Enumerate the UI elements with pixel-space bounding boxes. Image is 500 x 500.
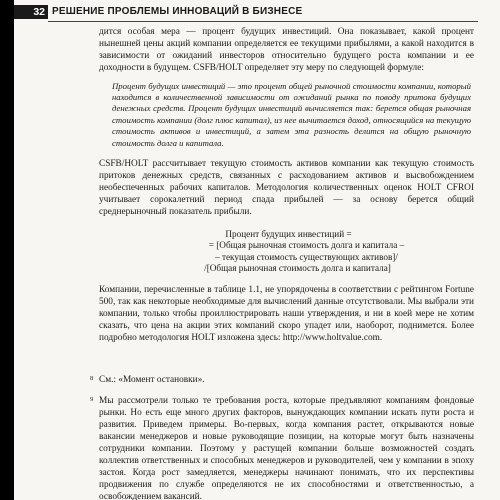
footnote-8	[90, 374, 474, 387]
footnote-text: См.: «Момент остановки».	[99, 374, 205, 385]
footnote-mark: 9	[90, 396, 94, 404]
formula-line-3: – текущая стоимость существующих активов]/	[215, 251, 398, 262]
footnote-9	[90, 396, 474, 500]
book-page	[14, 0, 500, 500]
formula-block	[99, 229, 474, 275]
header-rule	[48, 21, 478, 22]
page-content	[90, 27, 474, 500]
formula-line-4: /[Общая рыночная стоимость долга и капитала]	[204, 263, 391, 274]
paragraph-csfb-holt: CSFB/HOLT рассчитывает текущую стоимость активов компании как текущую стоимость притоков денежных средств, связанных с расходованием активов и высвобождением необеспеченных рабочих капиталов. Методология количественных оценок HOLT CFROI учитывает сорокалетний период спада прибылей — за основу берется общий среднерыночный показатель прибыли.	[99, 159, 474, 217]
paragraph-intro: дится особая мера — процент будущих инвестиций. Она показывает, какой процент нынешней цены акций компании определяется ее текущими прибылями, а какой находится в зависимости от ожиданий инвесторов относительно будущего роста компании и ее доходности в будущем. CSFB/HOLT определяет эту меру по следующей формуле:	[99, 27, 474, 73]
paragraph-companies: Компании, перечисленные в таблице 1.1, не упорядочены в соответствии с рейтингом Fortune 500, так как некоторые необходимые для вычислений данные отсутствовали. Мы выбрали эти компании, только чтобы проиллюстрировать наши утверждения, и ни в коей мере не хотим сказать, что цена на акции этих компаний скоро упадет или, наоборот, поднимется. Более подробно методология HOLT изложена здесь: http://www.holtvalue.com.	[99, 284, 474, 343]
footnote-mark: 8	[90, 374, 94, 382]
formula-line-2: = [Общая рыночная стоимость долга и капитала –	[208, 240, 405, 251]
running-header	[14, 0, 500, 26]
running-title: РЕШЕНИЕ ПРОБЛЕМЫ ИННОВАЦИЙ В БИЗНЕСЕ	[52, 6, 303, 17]
footnote-spacer	[99, 345, 474, 365]
footnote-text: Мы рассмотрели только те требования роста, которые предъявляют компаниям фондовые рынки. Но есть еще много других факторов, вынуждающих компании искать пути роста и развития. Приведем примеры. Во-первых, когда компания растет, открываются новые вакансии менеджеров и новые руководящие позиции, на которые могут быть назначены сотрудники компании. Поэтому у растущей компании больше возможностей создать коллектив ответственных и способных менеджеров и руководителей, чем у компании в эпоху застоя. Когда рост замедляется, менеджеры начинают понимать, что их перспективы продвижения по службе определяются не их способностями и ответственностью, а освобождением вакансий.	[99, 396, 474, 500]
page-number: 32	[14, 5, 48, 19]
quote-text: Процент будущих инвестиций — это процент общей рыночной стоимости компании, который находится в количественной зависимости от ожиданий рынка по поводу притока будущих денежных средств. Процент будущих инвестиций вычисляется так: берется общая рыночная стоимость компании (долг плюс капитал), из нее вычитается доход, относящийся на текущую стоимость активов и инвестиций, а затем эта разность делится на общую рыночную стоимость долга и капитала.	[112, 80, 471, 148]
quote-block	[112, 81, 471, 149]
formula-line-1: Процент будущих инвестиций =	[225, 228, 352, 239]
